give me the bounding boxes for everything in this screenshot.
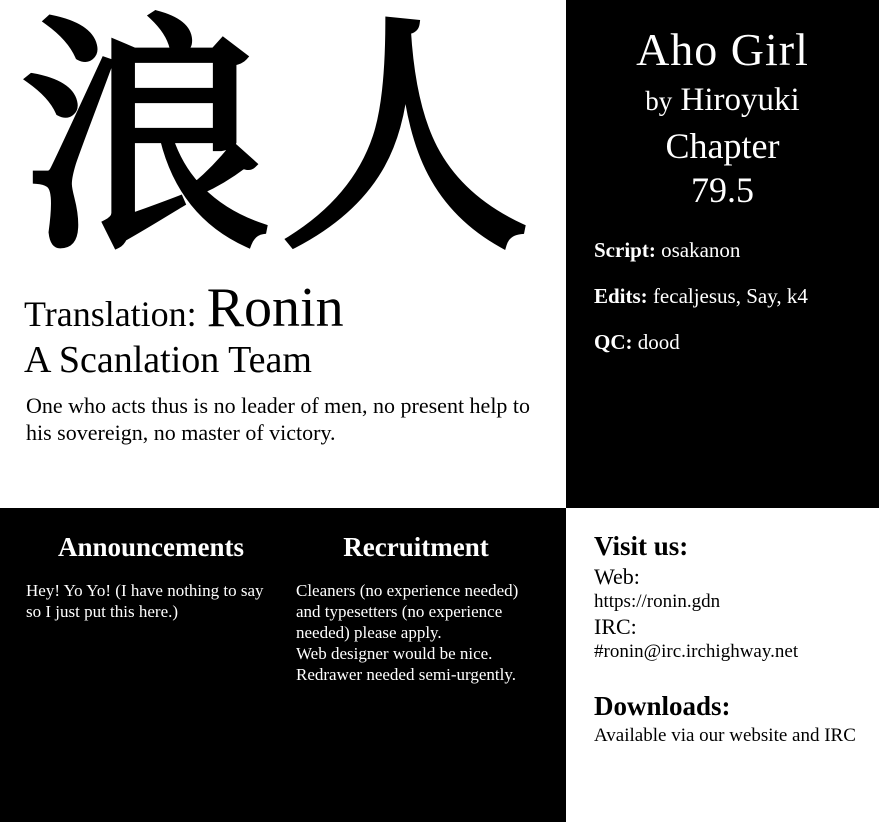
downloads-heading: Downloads: <box>594 691 731 721</box>
group-branding-panel <box>0 0 566 508</box>
recruitment-line-3: Redrawer needed semi-urgently. <box>296 665 516 684</box>
credit-role-edits: Edits: <box>594 284 648 308</box>
visit-us-heading: Visit us: <box>594 531 689 561</box>
credit-edits <box>594 283 857 309</box>
group-title <box>24 277 552 382</box>
series-title: Aho Girl <box>636 24 809 75</box>
irc-channel[interactable]: #ronin@irc.irchighway.net <box>594 641 799 662</box>
chapter-credits-panel <box>566 0 879 508</box>
recruitment-column <box>296 532 536 685</box>
group-quote: One who acts thus is no leader of men, no present help to his sovereign, no master of victory. <box>26 393 531 445</box>
announcements-heading: Announcements <box>57 532 245 562</box>
credit-names-script: osakanon <box>661 238 741 262</box>
credit-qc <box>594 329 857 355</box>
web-label: Web: <box>594 564 640 589</box>
contact-panel <box>566 508 879 822</box>
recruitment-heading: Recruitment <box>343 532 489 562</box>
announcements-column <box>26 532 276 622</box>
credit-role-script: Script: <box>594 238 656 262</box>
chapter-number: 79.5 <box>691 170 754 210</box>
author-name: Hiroyuki <box>680 82 800 118</box>
group-subtitle: A Scanlation Team <box>24 339 312 381</box>
group-name: Ronin <box>206 277 344 339</box>
recruitment-line-1: Cleaners (no experience needed) and typesetters (no experience needed) please apply. <box>296 581 519 642</box>
announcements-body <box>26 580 276 622</box>
announcements-recruitment-panel <box>0 508 566 822</box>
author-line <box>566 80 879 121</box>
chapter-label: Chapter <box>665 126 780 166</box>
recruitment-body <box>296 580 536 685</box>
by-word: by <box>645 86 673 116</box>
credit-script <box>594 237 857 263</box>
irc-label: IRC: <box>594 614 637 639</box>
announcements-text: Hey! Yo Yo! (I have nothing to say so I just put this here.) <box>26 581 264 621</box>
credit-names-edits: fecaljesus, Say, k4 <box>652 284 808 308</box>
web-url[interactable]: https://ronin.gdn <box>594 591 721 612</box>
translation-label: Translation: <box>24 294 197 334</box>
staff-credits-list <box>566 237 879 355</box>
credit-role-qc: QC: <box>594 330 633 354</box>
recruitment-line-2: Web designer would be nice. <box>296 644 493 663</box>
credit-names-qc: dood <box>637 330 680 354</box>
downloads-section <box>594 690 865 748</box>
downloads-text: Available via our website and IRC <box>594 725 856 746</box>
ronin-kanji-logo: 浪人 <box>20 0 540 284</box>
